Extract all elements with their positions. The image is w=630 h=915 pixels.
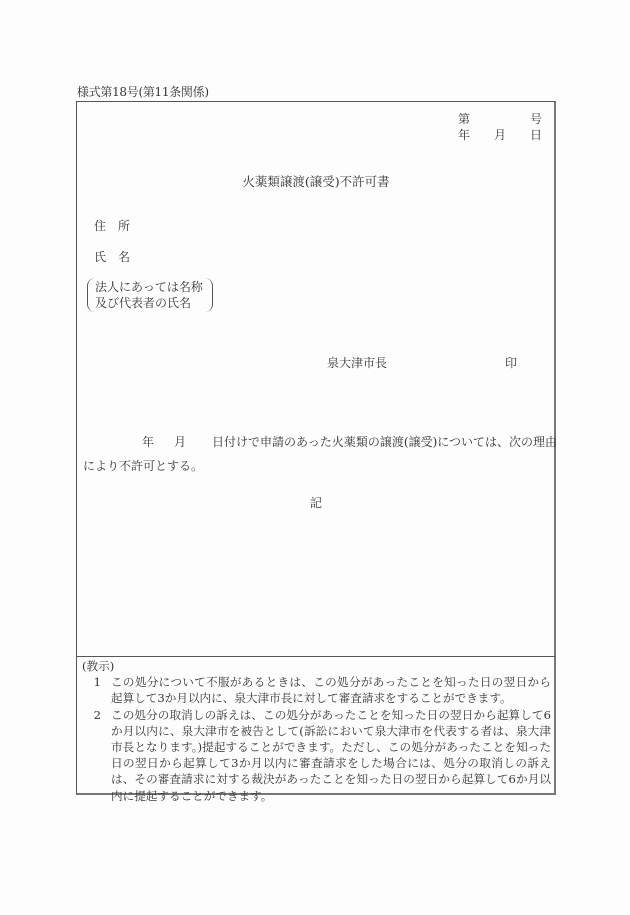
section-divider	[77, 656, 555, 657]
corporate-note	[87, 278, 213, 312]
issuer-title: 泉大津市長	[327, 356, 388, 370]
corporate-note-line2: 及び代表者の氏名	[95, 296, 192, 310]
form-code: 様式第18号(第11条関係)	[77, 85, 209, 99]
document-title: 火薬類譲渡(譲受)不許可書	[242, 174, 390, 189]
seal-mark: 印	[505, 356, 518, 370]
body-month: 月	[174, 435, 187, 449]
notice-item-number: 2	[93, 707, 101, 722]
appeal-notice	[81, 658, 551, 804]
corporate-note-line1: 法人にあっては名称	[95, 280, 203, 294]
notice-item	[81, 707, 551, 804]
date-month: 月	[494, 128, 507, 142]
body-line1-rest: 日付けで申請のあった火薬類の譲渡(譲受)については、次の理由	[212, 435, 558, 449]
name-label: 氏 名	[94, 250, 131, 264]
date-year: 年	[458, 128, 471, 142]
notice-item-text: この処分の取消しの訴えは、この処分があったことを知った日の翌日から起算して6か月以内に、泉大津市を被告として(訴訟において泉大津市を代表する者は、泉大津市長となります。)提起することができます。ただし、この処分があったことを知った日の翌日から起算して3か月以内に審査請求をした場合には、処分の取消しの訴えは、その審査請求に対する裁決があったことを知った日の翌日から起算して6か月以内に提起することができます。	[111, 707, 551, 803]
number-suffix: 号	[530, 112, 543, 126]
notice-item-text: この処分について不服があるときは、この処分があったことを知った日の翌日から起算して3か月以内に、泉大津市長に対して審査請求をすることができます。	[111, 675, 551, 706]
notice-heading: (教示)	[82, 659, 115, 673]
date-day: 日	[530, 128, 543, 142]
body-text-line2: により不許可とする。	[83, 459, 204, 473]
document-frame	[76, 101, 558, 803]
address-label: 住 所	[94, 219, 131, 233]
number-prefix: 第	[458, 112, 471, 126]
notice-item	[81, 674, 551, 706]
ki-heading: 記	[309, 496, 322, 510]
notice-item-number: 1	[93, 675, 101, 690]
body-year: 年	[142, 435, 155, 449]
